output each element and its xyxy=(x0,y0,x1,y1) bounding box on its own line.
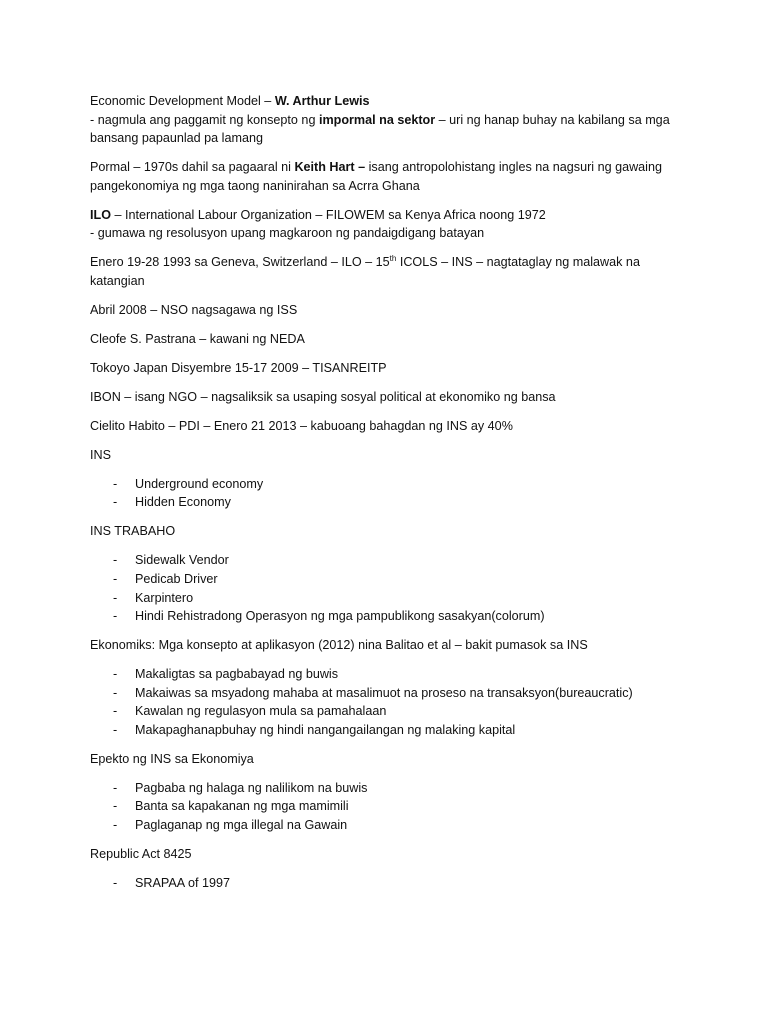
paragraph-abril: Abril 2008 – NSO nagsagawa ng ISS xyxy=(90,302,298,317)
dash-marker: - xyxy=(113,571,118,586)
list-item-text: Hidden Economy xyxy=(135,495,231,510)
heading-ins: INS xyxy=(90,447,111,462)
list-item-text: Hindi Rehistradong Operasyon ng mga pampublikong sasakyan(colorum) xyxy=(135,609,545,624)
pormal-line-2: pangekonomiya ng mga taong naninirahan sa Acrra Ghana xyxy=(90,178,420,193)
paragraph-tokoyo: Tokoyo Japan Disyembre 15-17 2009 – TISANREITP xyxy=(90,360,387,375)
list-item-text: Makaiwas sa msyadong mahaba at masalimuot na proseso na transaksyon(bureaucratic) xyxy=(135,685,633,700)
list-item xyxy=(90,665,690,684)
paragraph-ibon: IBON – isang NGO – nagsaliksik sa usaping sosyal political at ekonomiko ng bansa xyxy=(90,389,556,404)
paragraph-cleofe: Cleofe S. Pastrana – kawani ng NEDA xyxy=(90,331,305,346)
dash-marker: - xyxy=(113,704,118,719)
bold-text: ILO xyxy=(90,207,111,222)
list-item xyxy=(90,684,690,703)
dash-marker: - xyxy=(113,667,118,682)
paragraph-pormal xyxy=(90,158,690,195)
dash-marker: - xyxy=(113,799,118,814)
lewis-line-2 xyxy=(90,111,690,130)
dash-marker: - xyxy=(113,476,118,491)
list-item-text: Banta sa kapakanan ng mga mamimili xyxy=(135,799,349,814)
paragraph-ilo xyxy=(90,206,690,243)
heading-epekto: Epekto ng INS sa Ekonomiya xyxy=(90,751,254,766)
list-item xyxy=(90,721,690,740)
dash-marker: - xyxy=(113,609,118,624)
dash-marker: - xyxy=(113,495,118,510)
list-item xyxy=(90,493,690,512)
bold-text: Keith Hart – xyxy=(294,160,366,175)
list-item xyxy=(90,816,690,835)
ilo-line-1 xyxy=(90,206,690,225)
lewis-line-1 xyxy=(90,92,690,111)
paragraph-habito: Cielito Habito – PDI – Enero 21 2013 – kabuoang bahagdan ng INS ay 40% xyxy=(90,418,513,433)
heading-ins-trabaho: INS TRABAHO xyxy=(90,524,176,539)
dash-marker: - xyxy=(113,876,118,891)
dash-marker: - xyxy=(113,685,118,700)
list-ekonomiks xyxy=(90,665,690,739)
dash-marker: - xyxy=(113,722,118,737)
list-item-text: Sidewalk Vendor xyxy=(135,553,229,568)
dash-marker: - xyxy=(113,553,118,568)
text: Economic Development Model – xyxy=(90,94,275,108)
text: – uri ng hanap buhay na kabilang sa mga xyxy=(435,112,670,127)
list-item xyxy=(90,475,690,494)
list-item xyxy=(90,589,690,608)
document-page xyxy=(90,92,690,903)
list-ins-trabaho xyxy=(90,551,690,625)
dash-marker: - xyxy=(113,590,118,605)
text: Enero 19-28 1993 sa Geneva, Switzerland – ILO – 15 xyxy=(90,255,390,270)
list-item-text: SRAPAA of 1997 xyxy=(135,876,230,891)
list-item xyxy=(90,551,690,570)
dash-marker: - xyxy=(113,780,118,795)
list-item-text: Kawalan ng regulasyon mula sa pamahalaan xyxy=(135,704,387,719)
heading-ekonomiks: Ekonomiks: Mga konsepto at aplikasyon (2012) nina Balitao et al – bakit pumasok sa INS xyxy=(90,638,588,653)
list-item xyxy=(90,607,690,626)
text: ICOLS – INS – nagtataglay ng malawak na katangian xyxy=(90,255,640,288)
list-item-text: Paglaganap ng mga illegal na Gawain xyxy=(135,818,348,833)
list-republic-act xyxy=(90,874,690,893)
list-item xyxy=(90,797,690,816)
list-ins xyxy=(90,475,690,512)
dash-marker: - xyxy=(113,818,118,833)
list-item-text: Makapaghanapbuhay ng hindi nangangailangan ng malaking kapital xyxy=(135,722,516,737)
list-epekto xyxy=(90,779,690,835)
list-item xyxy=(90,702,690,721)
list-item xyxy=(90,874,690,893)
pormal-line-1 xyxy=(90,158,690,177)
list-item-text: Pedicab Driver xyxy=(135,571,218,586)
text: isang antropolohistang ingles na nagsuri ng gawaing xyxy=(365,160,662,175)
superscript: th xyxy=(389,254,397,264)
list-item-text: Makaligtas sa pagbabayad ng buwis xyxy=(135,667,339,682)
list-item xyxy=(90,779,690,798)
paragraph-lewis xyxy=(90,92,690,148)
bold-text: W. Arthur Lewis xyxy=(274,94,370,108)
list-item-text: Underground economy xyxy=(135,476,264,491)
bold-text: impormal na sektor xyxy=(318,112,436,127)
paragraph-enero xyxy=(90,253,690,290)
lewis-line-3: bansang papaunlad pa lamang xyxy=(90,131,263,146)
text: – International Labour Organization – FILOWEM sa Kenya Africa noong 1972 xyxy=(111,207,546,222)
list-item xyxy=(90,570,690,589)
heading-republic-act: Republic Act 8425 xyxy=(90,847,192,862)
ilo-line-2: - gumawa ng resolusyon upang magkaroon ng pandaigdigang batayan xyxy=(90,226,485,241)
text: - nagmula ang paggamit ng konsepto ng xyxy=(90,112,319,127)
list-item-text: Karpintero xyxy=(135,590,194,605)
list-item-text: Pagbaba ng halaga ng nalilikom na buwis xyxy=(135,780,368,795)
text: Pormal – 1970s dahil sa pagaaral ni xyxy=(90,160,295,175)
